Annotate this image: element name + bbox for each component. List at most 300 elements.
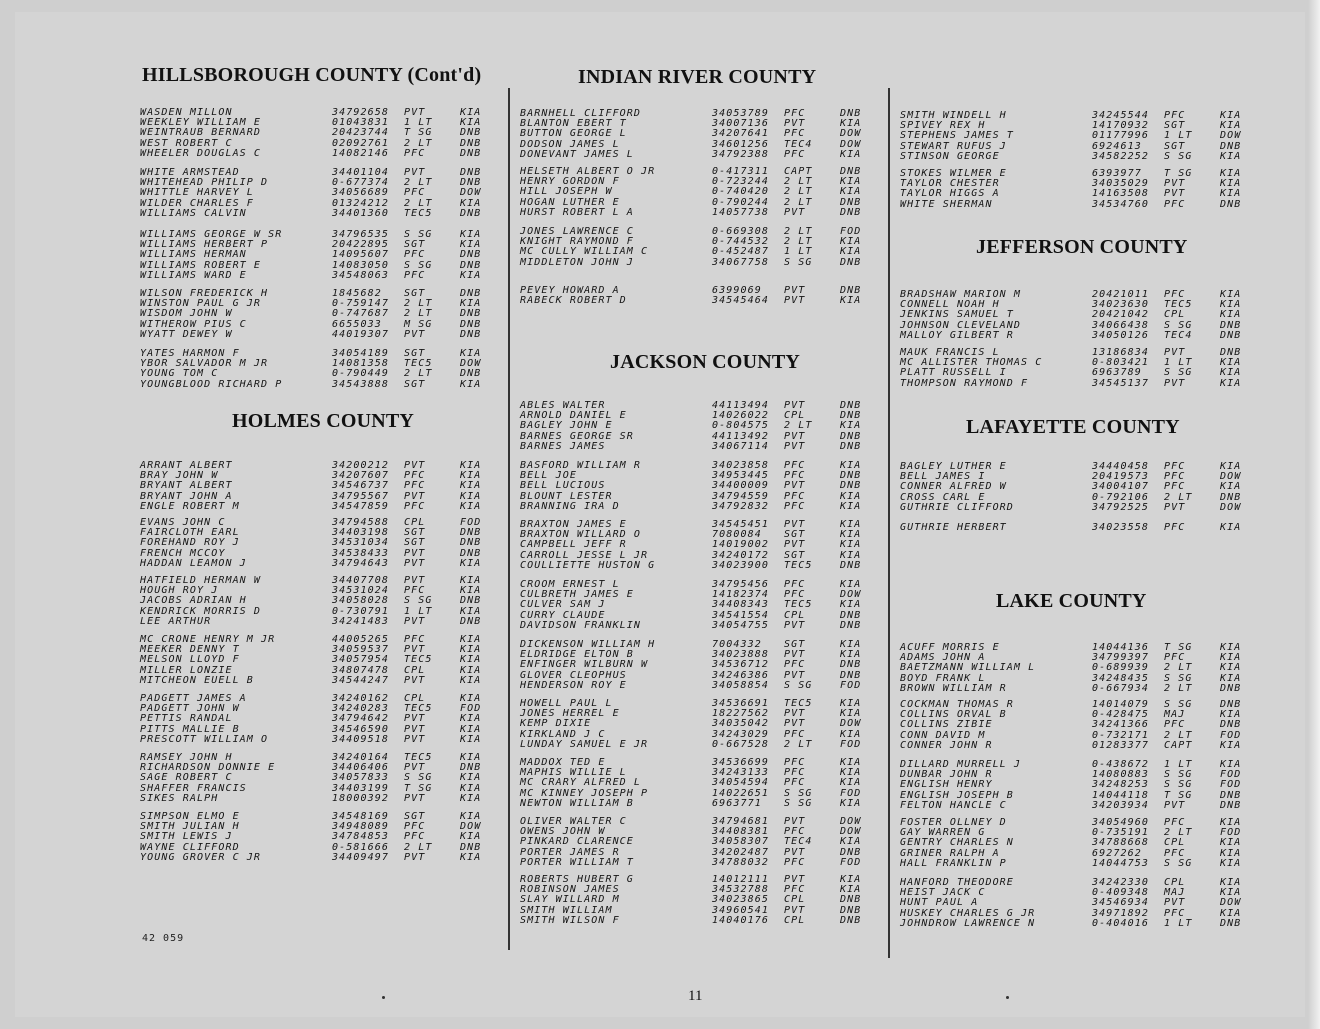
soldier-name: BLANTON EBERT T [520,118,627,130]
serial-number: 34792658 [332,107,389,118]
serial-number: 34536699 [712,757,769,768]
status: DNB [840,669,862,681]
serial-number: 0-747687 [332,308,389,320]
status: DNB [840,108,862,119]
serial-number: 20421011 [1092,289,1149,300]
serial-number: 34200212 [332,460,389,471]
status: DNB [840,256,862,268]
status: KIA [460,654,482,666]
soldier-name: MAPHIS WILLIE L [520,767,627,779]
soldier-name: BRAY JOHN W [140,470,219,482]
soldier-name: HOUGH ROY J [140,585,219,597]
rank: PFC [404,480,426,492]
soldier-name: BRYANT ALBERT [140,480,233,492]
status: DNB [460,127,482,139]
serial-number: 34241483 [332,615,389,627]
casualty-record [900,503,1252,513]
serial-number: 34406406 [332,762,389,774]
rank: S SG [1164,367,1193,379]
record-group [140,576,492,627]
soldier-name: SIMPSON ELMO E [140,811,240,822]
soldier-name: FOSTER OLLNEY D [900,817,1007,828]
status: KIA [840,728,862,740]
serial-number: 7080084 [712,529,762,541]
rank: S SG [784,787,813,799]
soldier-name: ACUFF MORRIS E [900,642,1000,653]
rank: PFC [1164,907,1186,919]
record-group [140,694,492,745]
serial-number: 34547859 [332,500,389,512]
rank: PVT [784,874,806,885]
rank: 1 LT [1164,357,1193,369]
status: DOW [1220,130,1242,142]
serial-number: 44113494 [712,400,769,411]
rank: 2 LT [404,197,433,209]
rank: T SG [1164,789,1193,801]
soldier-name: WITHEROW PIUS C [140,318,247,330]
rank: PVT [784,285,806,296]
serial-number: 0-409348 [1092,887,1149,899]
serial-number: 14083050 [332,259,389,271]
serial-number: 34202487 [712,846,769,858]
soldier-name: LEE ARTHUR [140,615,212,627]
status: KIA [1220,759,1242,770]
serial-number: 44005265 [332,634,389,645]
serial-number: 34601256 [712,138,769,150]
rank: 2 LT [404,841,433,853]
rank: PVT [784,206,806,218]
serial-number: 14019002 [712,539,769,551]
soldier-name: RAMSEY JOHN H [140,752,233,763]
status: KIA [840,176,862,188]
status: KIA [460,674,482,686]
serial-number: 34057833 [332,772,389,784]
casualty-record [520,799,872,809]
rank: 2 LT [784,196,813,208]
status: DNB [460,308,482,320]
casualty-record [900,801,1252,811]
status: KIA [840,708,862,720]
status: DNB [460,318,482,330]
rank: SGT [404,239,426,251]
serial-number: 34409518 [332,733,389,745]
status: DNB [840,914,862,926]
casualty-record [140,330,492,340]
rank: PVT [404,490,426,502]
serial-number: 34023558 [1092,522,1149,533]
serial-number: 34035042 [712,718,769,730]
soldier-name: EVANS JOHN C [140,517,226,528]
soldier-name: ABLES WALTER [520,400,606,411]
serial-number: 34531024 [332,585,389,597]
county-title: JACKSON COUNTY [610,351,801,373]
status: KIA [840,539,862,551]
record-group [900,348,1252,389]
soldier-name: WHITTLE HARVEY L [140,187,254,199]
soldier-name: STEPHENS JAMES T [900,130,1014,142]
serial-number: 34792525 [1092,501,1149,513]
rank: PVT [404,644,426,656]
serial-number: 14080883 [1092,769,1149,781]
status: FOD [840,787,862,799]
record-group [520,817,872,868]
status: DOW [840,826,862,838]
rank: CPL [1164,877,1186,888]
status: KIA [840,118,862,130]
rank: PFC [1164,110,1186,121]
serial-number: 34788668 [1092,837,1149,849]
status: KIA [460,269,482,281]
soldier-name: FOREHAND ROY J [140,537,240,549]
serial-number: 34059537 [332,644,389,656]
record-group [520,699,872,750]
status: DNB [840,400,862,411]
serial-number: 34794643 [332,557,389,569]
rank: PFC [784,128,806,140]
serial-number: 14170932 [1092,120,1149,132]
status: DNB [840,470,862,482]
rank: TEC5 [404,207,433,219]
rank: PFC [784,500,806,512]
status: KIA [1220,299,1242,311]
status: KIA [1220,642,1242,653]
soldier-name: TAYLOR CHESTER [900,178,1000,190]
rank: TEC5 [404,654,433,666]
soldier-name: WISDOM JOHN W [140,308,233,320]
serial-number: 34536712 [712,659,769,671]
soldier-name: BAGLEY JOHN E [520,420,613,432]
serial-number: 0-689939 [1092,662,1149,674]
soldier-name: DAVIDSON FRANKLIN [520,619,642,631]
rank: PVT [784,295,806,307]
serial-number: 34541554 [712,609,769,621]
status: KIA [840,884,862,896]
rank: PVT [404,167,426,178]
status: DNB [1220,140,1242,152]
record-group [140,289,492,340]
rank: CPL [784,894,806,906]
casualty-record [900,331,1252,341]
status: DNB [840,894,862,906]
rank: 2 LT [404,308,433,320]
rank: S SG [1164,857,1193,869]
soldier-name: WILDER CHARLES F [140,197,254,209]
status: KIA [840,579,862,590]
serial-number: 34960541 [712,904,769,916]
serial-number: 34408343 [712,599,769,611]
status: KIA [1220,377,1242,389]
serial-number: 20422895 [332,239,389,251]
rank: PFC [404,831,426,843]
status: DOW [1220,897,1242,909]
serial-number: 34545137 [1092,377,1149,389]
status: KIA [840,148,862,160]
record-group [140,349,492,390]
soldier-name: WAYNE CLIFFORD [140,841,240,853]
soldier-name: BASFORD WILLIAM R [520,460,642,471]
status: DNB [1220,789,1242,801]
status: KIA [840,767,862,779]
casualty-record [900,379,1252,389]
record-group [900,290,1252,341]
status: FOD [1220,729,1242,741]
status: KIA [1220,357,1242,369]
status: DNB [840,846,862,858]
status: DOW [460,358,482,370]
status: KIA [1220,309,1242,321]
serial-number: 34807478 [332,664,389,676]
soldier-name: ARNOLD DANIEL E [520,410,627,422]
soldier-name: PRESCOTT WILLIAM O [140,733,269,745]
soldier-name: LUNDAY SAMUEL E JR [520,738,649,750]
soldier-name: YATES HARMON F [140,348,240,359]
soldier-name: WHEELER DOUGLAS C [140,147,262,159]
status: DNB [840,440,862,452]
county-title: LAKE COUNTY [996,590,1147,612]
serial-number: 34004107 [1092,481,1149,493]
soldier-name: RABECK ROBERT D [520,295,627,307]
serial-number: 14040176 [712,914,769,926]
record-group [520,875,872,926]
soldier-name: HUNT PAUL A [900,897,979,909]
serial-number: 34054594 [712,777,769,789]
casualty-record [520,681,872,691]
status: KIA [1220,847,1242,859]
serial-number: 34400009 [712,480,769,492]
record-group [140,518,492,569]
soldier-name: WEST ROBERT C [140,137,233,149]
soldier-name: OLIVER WALTER C [520,816,627,827]
soldier-name: FRENCH MCCOY [140,547,226,559]
soldier-name: CONNER JOHN R [900,739,993,751]
rank: PFC [784,460,806,471]
serial-number: 34582252 [1092,150,1149,162]
serial-number: 34067758 [712,256,769,268]
record-group [140,753,492,804]
status: KIA [1220,709,1242,721]
serial-number: 34794588 [332,517,389,528]
status: KIA [460,117,482,129]
soldier-name: PEVEY HOWARD A [520,285,620,296]
rank: S SG [1164,779,1193,791]
status: KIA [460,713,482,725]
page-mark [1006,996,1009,999]
rank: TEC4 [784,836,813,848]
status: KIA [1220,817,1242,828]
soldier-name: JOHNDROW LAWRENCE N [900,917,1036,929]
serial-number: 1845682 [332,288,382,299]
casualty-record [520,296,872,306]
rank: PFC [1164,817,1186,828]
status: KIA [1220,522,1242,533]
soldier-name: GLOVER CLEOPHUS [520,669,627,681]
rank: S SG [404,595,433,607]
status: KIA [840,777,862,789]
rank: PVT [784,430,806,442]
status: KIA [1220,907,1242,919]
serial-number: 0-803421 [1092,357,1149,369]
status: DNB [1220,198,1242,210]
status: KIA [1220,168,1242,179]
serial-number: 34796535 [332,229,389,240]
serial-number: 34248253 [1092,779,1149,791]
status: KIA [1220,188,1242,200]
serial-number: 34548169 [332,811,389,822]
rank: PFC [404,634,426,645]
status: KIA [840,236,862,248]
rank: PFC [404,821,426,833]
rank: S SG [1164,319,1193,331]
soldier-name: WILLIAMS CALVIN [140,207,247,219]
soldier-name: DUNBAR JOHN R [900,769,993,781]
status: KIA [1220,739,1242,751]
status: FOD [1220,827,1242,839]
status: DOW [840,718,862,730]
casualty-record [900,684,1252,694]
casualty-record [900,741,1252,751]
record-group [140,635,492,686]
status: DNB [460,207,482,219]
status: FOD [840,679,862,691]
record-group [900,111,1252,162]
serial-number: 34407708 [332,575,389,586]
status: KIA [1220,289,1242,300]
soldier-name: CARROLL JESSE L JR [520,549,649,561]
soldier-name: HOGAN LUTHER E [520,196,620,208]
status: DNB [840,559,862,571]
rank: CPL [1164,309,1186,321]
rank: S SG [784,679,813,691]
status: DNB [460,177,482,189]
serial-number: 34023858 [712,460,769,471]
status: DNB [840,904,862,916]
rank: S SG [1164,672,1193,684]
rank: MAJ [1164,887,1186,899]
status: KIA [460,378,482,390]
status: DNB [840,619,862,631]
soldier-name: JONES HERREL E [520,708,620,720]
serial-number: 34241366 [1092,719,1149,731]
soldier-name: PADGETT JOHN W [140,703,240,715]
rank: PFC [1164,289,1186,300]
status: KIA [460,723,482,735]
soldier-name: ENGLISH HENRY [900,779,993,791]
serial-number: 20421042 [1092,309,1149,321]
casualty-record [140,380,492,390]
casualty-record [140,502,492,512]
rank: CPL [1164,837,1186,849]
rank: T SG [404,782,433,794]
record-group [900,169,1252,210]
casualty-record [140,853,492,863]
status: DOW [840,138,862,150]
status: KIA [840,460,862,471]
serial-number: 34784853 [332,831,389,843]
rank: CPL [404,693,426,704]
serial-number: 7004332 [712,639,762,650]
rank: S SG [404,229,433,240]
status: DOW [840,589,862,601]
rank: PFC [784,777,806,789]
serial-number: 34440458 [1092,461,1149,472]
soldier-name: HADDAN LEAMON J [140,557,247,569]
rank: PVT [784,718,806,730]
serial-number: 34056689 [332,187,389,199]
status: FOD [1220,779,1242,791]
soldier-name: STEWART RUFUS J [900,140,1007,152]
record-group [900,760,1252,811]
serial-number: 34795456 [712,579,769,590]
rank: 2 LT [1164,682,1193,694]
serial-number: 14026022 [712,410,769,422]
soldier-name: MALLOY GILBERT R [900,329,1014,341]
rank: PVT [404,762,426,774]
status: DNB [460,328,482,340]
soldier-name: PINKARD CLARENCE [520,836,634,848]
soldier-name: ELDRIDGE ELTON B [520,649,634,661]
rank: TEC5 [404,358,433,370]
rank: PVT [404,575,426,586]
serial-number: 34053789 [712,108,769,119]
serial-number: 14057738 [712,206,769,218]
soldier-name: NEWTON WILLIAM B [520,797,634,809]
soldier-name: SMITH LEWIS J [140,831,233,843]
soldier-name: MC KINNEY JOSEPH P [520,787,649,799]
serial-number: 34792388 [712,148,769,160]
serial-number: 34023900 [712,559,769,571]
rank: PVT [784,649,806,661]
status: KIA [840,490,862,502]
soldier-name: MEEKER DENNY T [140,644,240,656]
serial-number: 34243029 [712,728,769,740]
serial-number: 34246386 [712,669,769,681]
serial-number: 0-730791 [332,605,389,617]
serial-number: 34248435 [1092,672,1149,684]
rank: S SG [1164,769,1193,781]
soldier-name: HANFORD THEODORE [900,877,1014,888]
rank: PVT [784,480,806,492]
status: KIA [460,197,482,209]
soldier-name: RICHARDSON DONNIE E [140,762,276,774]
serial-number: 0-792106 [1092,491,1149,503]
status: DNB [840,410,862,422]
rank: SGT [404,378,426,390]
status: FOD [840,226,862,237]
rank: PVT [1164,897,1186,909]
soldier-name: CAMPBELL JEFF R [520,539,627,551]
serial-number: 34538433 [332,547,389,559]
serial-number: 14012111 [712,874,769,885]
serial-number: 34242330 [1092,877,1149,888]
serial-number: 34058854 [712,679,769,691]
rank: SGT [404,811,426,822]
rank: 2 LT [1164,827,1193,839]
soldier-name: YOUNGBLOOD RICHARD P [140,378,283,390]
soldier-name: HATFIELD HERMAN W [140,575,262,586]
status: KIA [1220,481,1242,493]
soldier-name: TAYLOR HIGGS A [900,188,1000,200]
status: FOD [460,517,482,528]
status: KIA [460,782,482,794]
status: KIA [460,557,482,569]
serial-number: 34795567 [332,490,389,502]
rank: PVT [404,792,426,804]
rank: CPL [784,410,806,422]
soldier-name: GENTRY CHARLES N [900,837,1014,849]
status: DNB [460,259,482,271]
serial-number: 6963789 [1092,367,1142,379]
status: DNB [840,480,862,492]
